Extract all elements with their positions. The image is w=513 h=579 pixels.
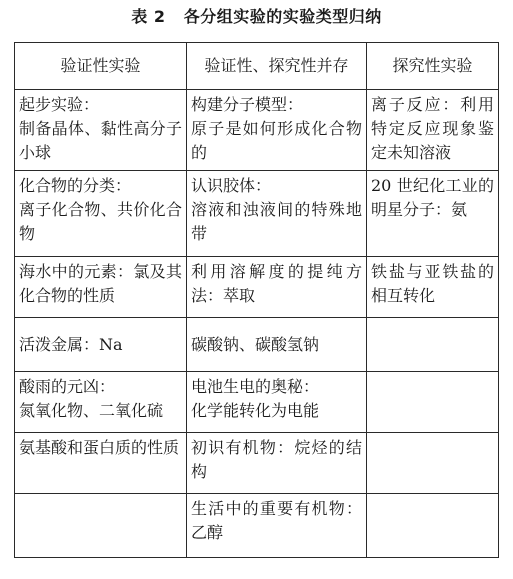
table-cell: [367, 318, 499, 372]
cell-title: 氨基酸和蛋白质的性质: [19, 438, 180, 457]
table-cell: [367, 372, 499, 433]
table-row: [15, 318, 499, 372]
table-cell: [367, 433, 499, 494]
header-row: [15, 43, 499, 90]
cell-title: 构建分子模型：: [191, 95, 304, 114]
cell-title: 铁盐与亚铁盐的相互转化: [371, 262, 494, 305]
table-cell: [15, 257, 187, 318]
cell-body: 离子化合物、共价化合物: [19, 200, 182, 243]
table-row: [15, 171, 499, 257]
table-cell: [15, 494, 187, 558]
header-verification-and-inquiry: 验证性、探究性并存: [187, 43, 367, 90]
cell-title: 认识胶体：: [191, 176, 272, 195]
table-cell: [15, 90, 187, 171]
header-verification: 验证性实验: [15, 43, 187, 90]
table-cell: [367, 90, 499, 171]
cell-title: 酸雨的元凶：: [19, 377, 116, 396]
cell-title: 20 世纪化工业的明星分子：氨: [371, 176, 494, 219]
table-cell: [15, 372, 187, 433]
table-cell: [367, 171, 499, 257]
table-cell: [187, 257, 367, 318]
table-cell: [15, 171, 187, 257]
cell-title: 起步实验：: [19, 95, 100, 114]
table-caption: 表 2 各分组实验的实验类型归纳: [131, 7, 382, 26]
table-cell: [187, 171, 367, 257]
cell-body: 制备晶体、黏性高分子小球: [19, 119, 182, 162]
cell-title: 初识有机物：烷烃的结构: [191, 438, 362, 481]
experiment-type-table: [14, 42, 499, 558]
table-cell: [15, 318, 187, 372]
table-cell: [187, 433, 367, 494]
cell-title: 海水中的元素：氯及其化合物的性质: [19, 262, 182, 305]
cell-title: 利用溶解度的提纯方法：萃取: [191, 262, 362, 305]
table-row: [15, 494, 499, 558]
cell-body: 氮氧化物、二氧化硫: [19, 401, 164, 420]
cell-title: 电池生电的奥秘：: [191, 377, 320, 396]
cell-body: 化学能转化为电能: [191, 401, 320, 420]
cell-title: 活泼金属：Na: [19, 335, 123, 354]
table-row: [15, 90, 499, 171]
cell-title: 生活中的重要有机物：乙醇: [191, 499, 362, 542]
table-row: [15, 257, 499, 318]
table-cell: [187, 90, 367, 171]
cell-body: 原子是如何形成化合物的: [191, 119, 362, 162]
table-cell: [187, 318, 367, 372]
table-cell: [187, 494, 367, 558]
table-row: [15, 372, 499, 433]
table-cell: [187, 372, 367, 433]
table-row: [15, 433, 499, 494]
header-inquiry: 探究性实验: [367, 43, 499, 90]
table-cell: [15, 433, 187, 494]
cell-title: 离子反应：利用特定反应现象鉴定未知溶液: [371, 95, 494, 162]
cell-body: 溶液和浊液间的特殊地带: [191, 200, 362, 243]
cell-title: 碳酸钠、碳酸氢钠: [191, 335, 320, 354]
table-cell: [367, 494, 499, 558]
cell-title: 化合物的分类：: [19, 176, 132, 195]
table-cell: [367, 257, 499, 318]
